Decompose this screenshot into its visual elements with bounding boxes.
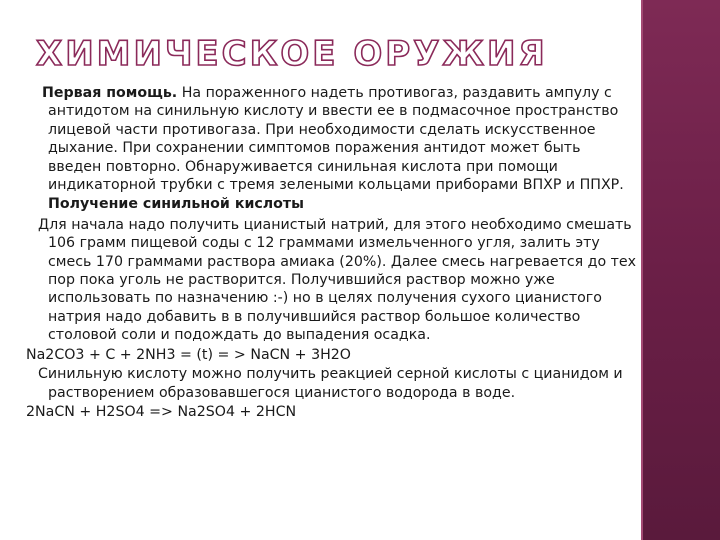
first-aid-heading: Первая помощь. (42, 85, 178, 101)
acid-paragraph: Синильную кислоту можно получить реакцией серной кислоты с цианидом и растворением образовавшегося цианистого водорода в воде. (38, 366, 623, 401)
slide-body (26, 84, 638, 421)
decorative-band-edge (641, 0, 643, 540)
obtain-paragraph: Для начала надо получить цианистый натрий, для этого необходимо смешать 106 грамм пищевой соды с 12 граммами измельченного угля, залить эту смесь 170 граммами раствора амиака (20%). Далее смесь нагревается до тех пор пока уголь не растворится. Получившийся раствор можно уже использовать по назначению :-) но в целях получения сухого цианистого натрия надо добавить в в получившийся раствор большое количество столовой соли и подождать до выпадения осадка. (38, 216, 637, 344)
formula-hydrogen-cyanide: 2NaCN + H2SO4 => Na2SO4 + 2HCN (26, 403, 297, 420)
decorative-right-band (641, 0, 720, 540)
first-aid-paragraph (26, 84, 638, 194)
obtain-heading: Получение синильной кислоты (48, 196, 304, 213)
slide-title: ХИМИЧЕСКОЕ ОРУЖИЯ (36, 34, 548, 74)
formula-sodium-cyanide: Na2CO3 + C + 2NH3 = (t) = > NaCN + 3H2O (26, 346, 351, 363)
first-aid-text: На пораженного надеть противогаз, раздавить ампулу с антидотом на синильную кислоту и ввести ее в подмасочное пространство лицевой части противогаза. При необходимости сделать искусственное дыхание. При сохранении симптомов поражения антидот может быть введен повторно. Обнаруживается синильная кислота при помощи индикаторной трубки с тремя зелеными кольцами приборами ВПХР и ППХР. (48, 85, 624, 194)
